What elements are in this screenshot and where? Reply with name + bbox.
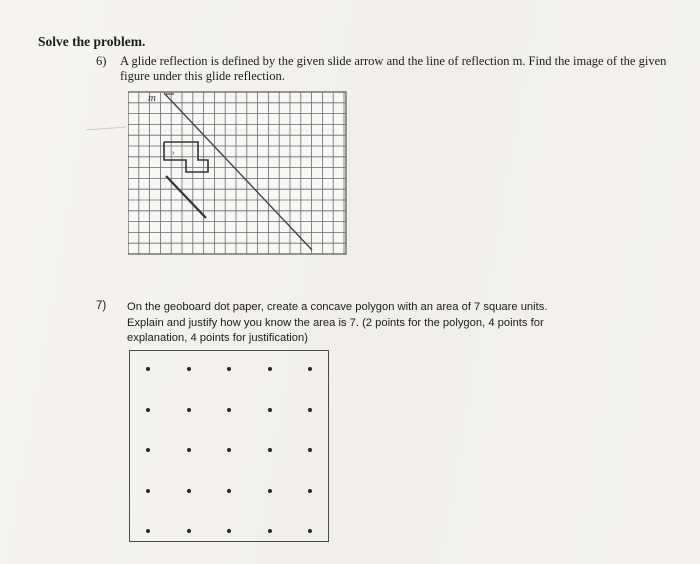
glide-reflection-grid	[128, 90, 348, 255]
geoboard-dot[interactable]	[268, 408, 272, 412]
paper-crease	[86, 127, 126, 131]
geoboard-dot[interactable]	[187, 448, 191, 452]
geoboard-dot[interactable]	[308, 367, 312, 371]
geoboard-dot[interactable]	[268, 489, 272, 493]
geoboard-dot[interactable]	[308, 489, 312, 493]
page-heading: Solve the problem.	[38, 34, 146, 49]
geoboard-dot[interactable]	[146, 448, 150, 452]
geoboard-dot[interactable]	[308, 448, 312, 452]
question-7-line-3: explanation, 4 points for justification)	[127, 332, 308, 344]
question-7-text	[127, 300, 607, 347]
question-7-line-1: On the geoboard dot paper, create a concave polygon with an area of 7 square units.	[127, 301, 548, 313]
geoboard-dot[interactable]	[308, 529, 312, 533]
geoboard-dot[interactable]	[227, 529, 231, 533]
question-7-number: 7)	[96, 300, 107, 312]
question-7-line-2: Explain and justify how you know the area is 7. (2 points for the polygon, 4 points for	[127, 316, 544, 329]
geoboard-dot[interactable]	[268, 448, 272, 452]
geoboard-dot[interactable]	[187, 367, 191, 371]
question-6-line-1: A glide reflection is defined by the given slide arrow and the line of reflection m. Find the image of the given	[120, 54, 667, 68]
figure-mark: ›	[172, 150, 175, 157]
geoboard-dot[interactable]	[227, 367, 231, 371]
reflection-line-label: m	[148, 92, 156, 104]
geoboard-dot[interactable]	[187, 529, 191, 533]
geoboard-dot[interactable]	[146, 489, 150, 493]
geoboard-dot[interactable]	[187, 489, 191, 493]
geoboard-dot[interactable]	[146, 367, 150, 371]
question-6-line-2: figure under this glide reflection.	[120, 69, 285, 83]
geoboard-dot[interactable]	[146, 529, 150, 533]
geoboard-dot[interactable]	[308, 408, 312, 412]
geoboard-dot[interactable]	[146, 408, 150, 412]
geoboard-dot[interactable]	[187, 408, 191, 412]
geoboard-dot[interactable]	[268, 529, 272, 533]
geoboard-dot[interactable]	[268, 367, 272, 371]
geoboard-dot[interactable]	[227, 489, 231, 493]
geoboard-dot-paper[interactable]	[129, 350, 329, 542]
geoboard-dot[interactable]	[227, 408, 231, 412]
question-6-text	[120, 54, 690, 84]
geoboard-dot[interactable]	[227, 448, 231, 452]
question-6-number: 6)	[96, 54, 107, 68]
